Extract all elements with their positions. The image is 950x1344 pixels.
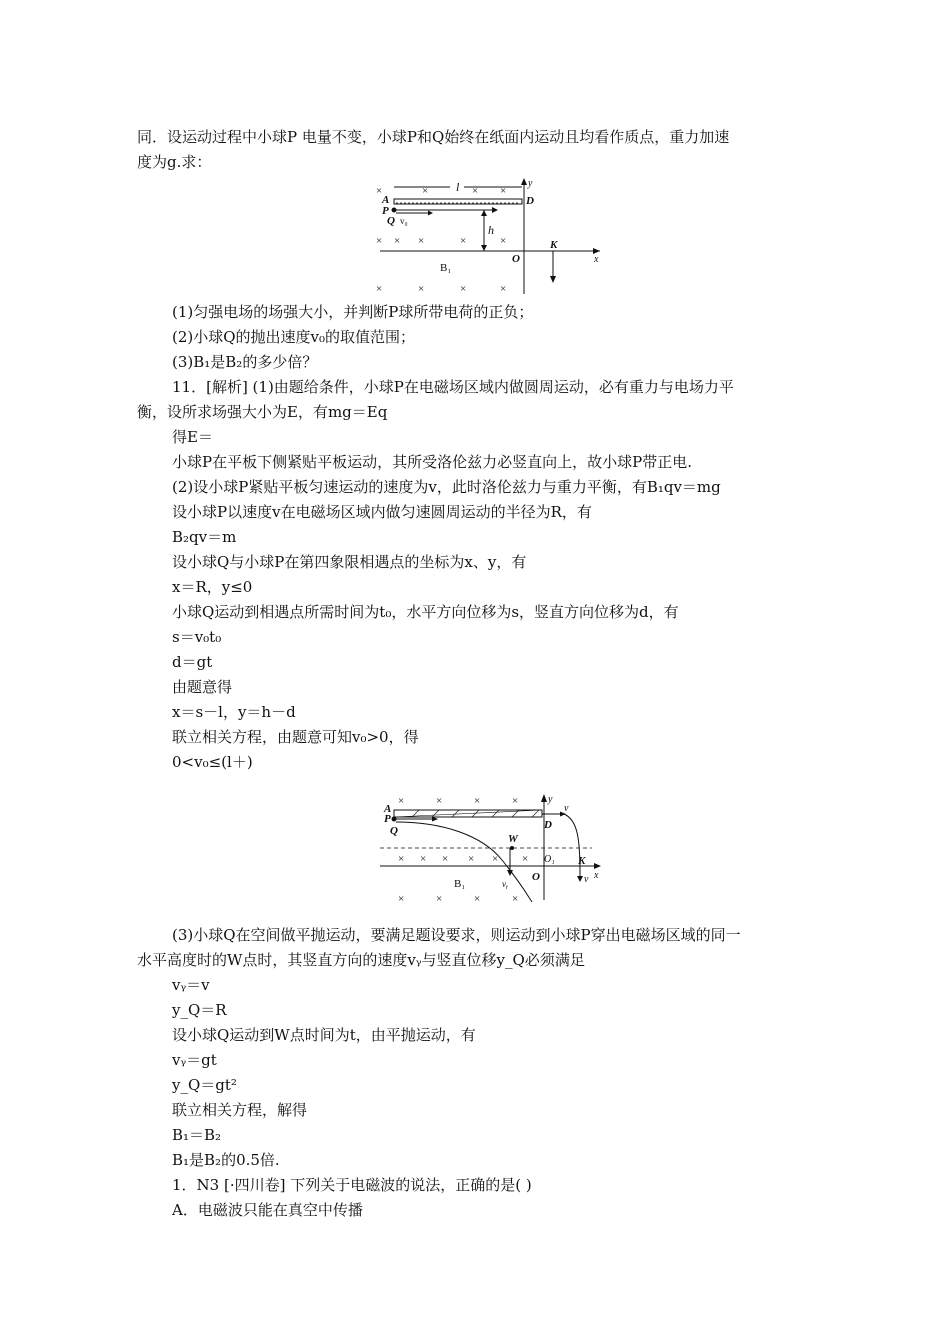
label-W: W	[508, 833, 518, 845]
svg-text:×: ×	[376, 185, 383, 197]
length-label-l: l	[456, 180, 460, 194]
solution-line-4: 小球P在平板下侧紧贴平板运动，其所受洛伦兹力必竖直向上，故小球P带正电.	[172, 453, 692, 471]
label-y: y	[548, 794, 553, 805]
label-K: K	[578, 855, 586, 867]
solution-line-14: x＝s－l，y＝h－d	[172, 703, 296, 721]
next-question-option-a: A．电磁波只能在真空中传播	[172, 1201, 363, 1219]
solution-line-7: B₂qv＝m	[172, 528, 237, 546]
svg-text:×: ×	[500, 235, 507, 247]
solution-line-9: x＝R，y≤0	[172, 578, 253, 596]
question-3: (3)B₁是B₂的多少倍？	[172, 353, 318, 371]
label-x: x	[594, 870, 599, 881]
svg-text:×: ×	[474, 795, 481, 807]
label-O1: O₁	[544, 854, 555, 865]
svg-text:×: ×	[500, 185, 507, 197]
svg-text:×: ×	[460, 283, 467, 294]
label-A: A	[382, 194, 390, 206]
magnetic-field-crosses-top	[398, 795, 518, 807]
magnetic-field-crosses-middle	[398, 853, 528, 865]
label-B1: B₁	[440, 262, 452, 274]
solution-line-5: (2)设小球P紧贴平板匀速运动的速度为v，此时洛伦兹力与重力平衡，有B₁qv＝mg	[172, 478, 721, 496]
part3-line-4: y_Q＝R	[172, 1001, 227, 1019]
solution-line-3: 得E＝	[172, 428, 213, 446]
label-v-top: v	[564, 803, 569, 814]
svg-text:×: ×	[420, 853, 427, 865]
solution-line-6: 设小球P以速度v在电磁场区域内做匀速圆周运动的半径为R，有	[172, 503, 592, 521]
label-A: A	[384, 803, 392, 815]
label-Q: Q	[390, 825, 398, 837]
svg-text:×: ×	[442, 853, 449, 865]
svg-text:×: ×	[436, 795, 443, 807]
svg-text:×: ×	[468, 853, 475, 865]
svg-text:×: ×	[418, 235, 425, 247]
part3-line-8: 联立相关方程，解得	[172, 1101, 308, 1119]
figure-2-diagram	[372, 790, 612, 910]
label-O: O	[532, 871, 540, 883]
solution-line-2: 衡，设所求场强大小为E，有mg＝Eq	[137, 403, 388, 421]
svg-text:×: ×	[472, 185, 479, 197]
question-1: (1)匀强电场的场强大小，并判断P球所带电荷的正负；	[172, 303, 534, 321]
label-P: P	[384, 813, 391, 825]
label-Q: Q	[387, 215, 395, 227]
problem-intro-line-2: 度为g.求：	[137, 153, 212, 171]
magnetic-field-crosses-bottom	[398, 893, 518, 905]
svg-text:×: ×	[376, 235, 383, 247]
svg-text:×: ×	[398, 795, 405, 807]
svg-text:×: ×	[512, 893, 519, 905]
svg-text:×: ×	[394, 235, 401, 247]
label-v0: v₀	[400, 216, 408, 226]
part3-line-7: y_Q＝gt²	[172, 1076, 237, 1094]
part3-line-9: B₁＝B₂	[172, 1126, 222, 1144]
solution-line-16: 0<v₀≤(l＋)	[172, 753, 253, 771]
label-y: y	[528, 178, 533, 189]
part3-line-10: B₁是B₂的0.5倍.	[172, 1151, 280, 1169]
label-K: K	[550, 239, 558, 251]
label-O: O	[512, 253, 520, 265]
label-B1: B₁	[454, 878, 466, 890]
label-vy: vᵧ	[502, 879, 509, 889]
solution-line-12: d＝gt	[172, 653, 213, 671]
svg-text:×: ×	[398, 893, 405, 905]
solution-line-10: 小球Q运动到相遇点所需时间为t₀，水平方向位移为s，竖直方向位移为d，有	[172, 603, 679, 621]
figure-1-diagram	[372, 176, 612, 294]
next-question-title: 1．N3 [·四川卷] 下列关于电磁波的说法，正确的是( )	[172, 1176, 532, 1194]
part3-line-5: 设小球Q运动到W点时间为t，由平抛运动，有	[172, 1026, 476, 1044]
label-x: x	[594, 254, 599, 265]
svg-text:×: ×	[418, 283, 425, 294]
part3-line-2: 水平高度时的W点时，其竖直方向的速度vᵧ与竖直位移y_Q必须满足	[137, 951, 585, 969]
svg-text:×: ×	[522, 853, 529, 865]
part3-line-3: vᵧ＝v	[172, 976, 210, 994]
svg-text:×: ×	[500, 283, 507, 294]
solution-line-13: 由题意得	[172, 678, 233, 696]
label-D: D	[544, 819, 552, 831]
part3-line-1: (3)小球Q在空间做平抛运动，要满足题设要求，则运动到小球P穿出电磁场区域的同一	[172, 926, 741, 944]
part3-line-6: vᵧ＝gt	[172, 1051, 217, 1069]
problem-intro-line-1: 同．设运动过程中小球P 电量不变，小球P和Q始终在纸面内运动且均看作质点，重力加速	[137, 128, 730, 146]
svg-text:×: ×	[422, 185, 429, 197]
solution-line-8: 设小球Q与小球P在第四象限相遇点的坐标为x、y，有	[172, 553, 527, 571]
height-label-h: h	[488, 223, 494, 237]
svg-text:×: ×	[492, 853, 499, 865]
solution-line-15: 联立相关方程，由题意可知v₀>0，得	[172, 728, 419, 746]
label-D: D	[526, 195, 534, 207]
svg-text:×: ×	[474, 893, 481, 905]
svg-text:×: ×	[460, 235, 467, 247]
solution-line-11: s＝v₀t₀	[172, 628, 222, 646]
label-v-right: v	[584, 874, 589, 885]
solution-line-1: 11．[解析] (1)由题给条件，小球P在电磁场区域内做圆周运动，必有重力与电场力平	[172, 378, 734, 396]
svg-text:×: ×	[512, 795, 519, 807]
label-P: P	[382, 205, 389, 217]
svg-text:×: ×	[376, 283, 383, 294]
svg-text:×: ×	[436, 893, 443, 905]
svg-text:×: ×	[398, 853, 405, 865]
magnetic-field-crosses-bottom	[376, 283, 506, 294]
question-2: (2)小球Q的抛出速度v₀的取值范围；	[172, 328, 416, 346]
